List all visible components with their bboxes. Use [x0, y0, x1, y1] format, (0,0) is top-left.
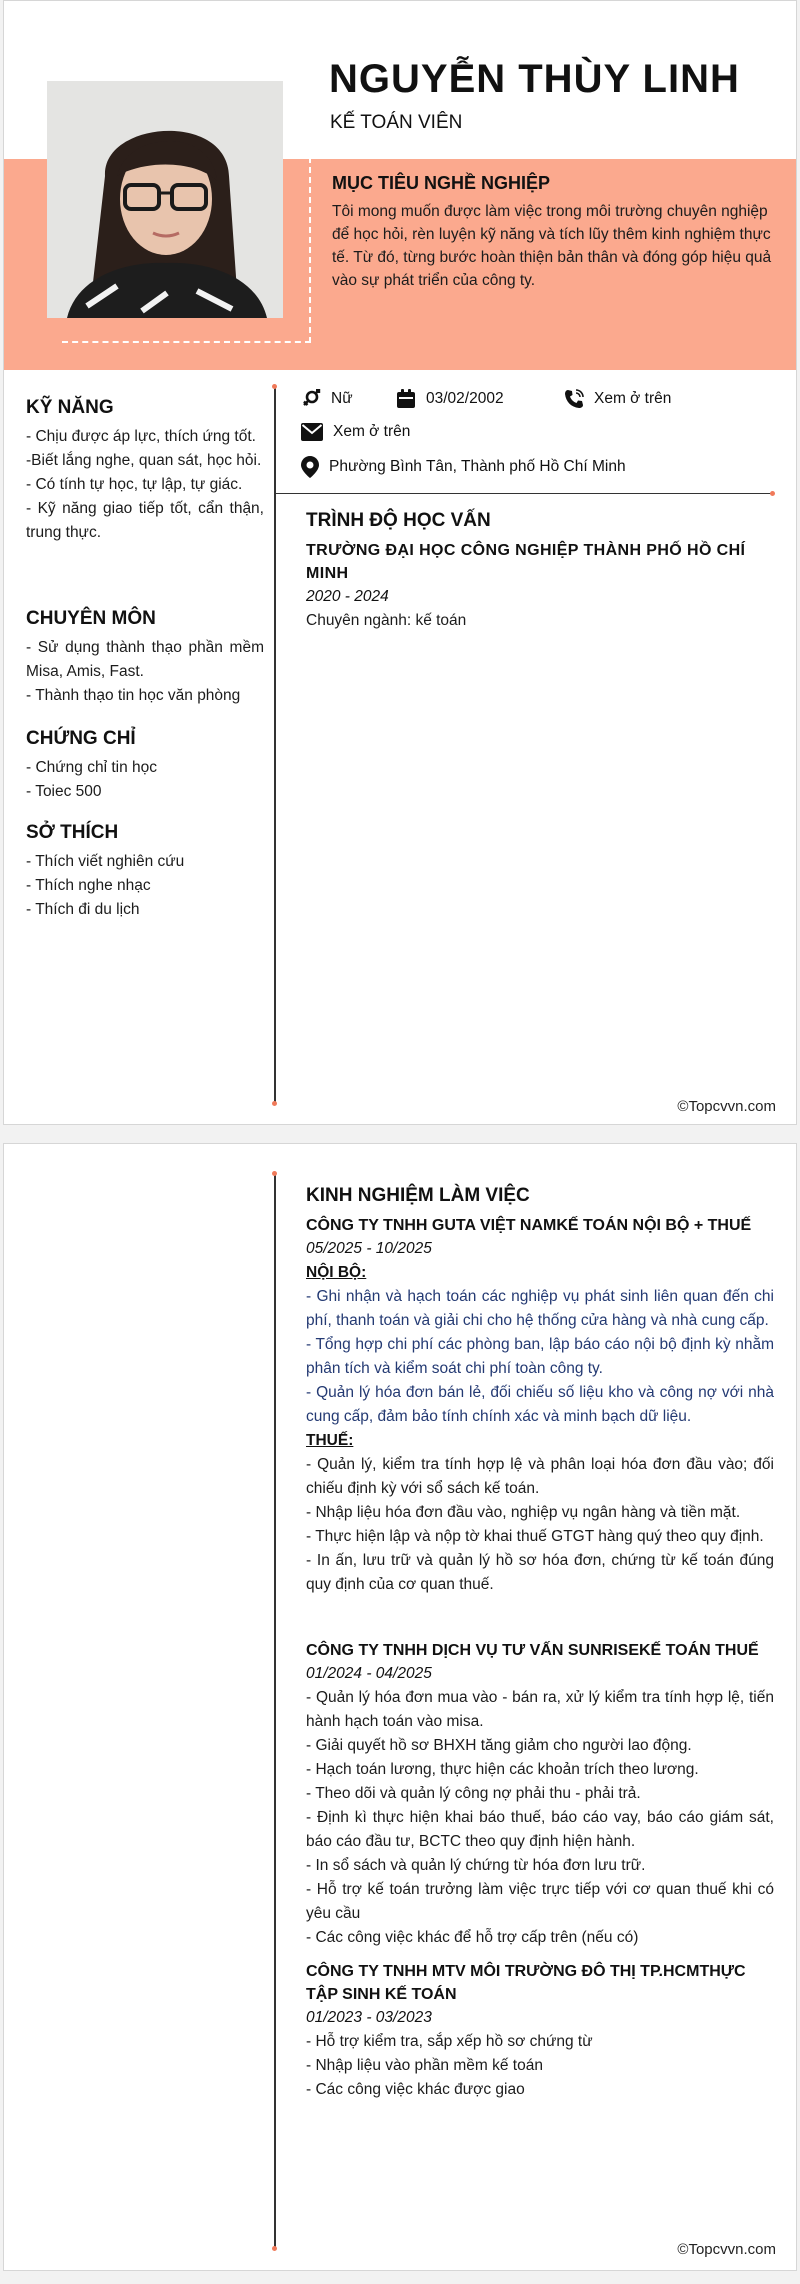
timeline-dot	[272, 1101, 277, 1106]
experience-section	[306, 1185, 774, 2102]
job2-item: - In sổ sách và quản lý chứng từ hóa đơn lưu trữ.	[306, 1857, 646, 1874]
certificates-section	[26, 728, 264, 804]
contact-divider	[275, 493, 773, 494]
cv-page-1	[3, 0, 797, 1125]
job3-org: CÔNG TY TNHH MTV MÔI TRƯỜNG ĐÔ THỊ TP.HCMTHỰC TẬP SINH KẾ TOÁN	[306, 1963, 746, 2003]
dob-value: 03/02/2002	[426, 390, 504, 407]
contact-phone	[564, 389, 671, 409]
skills-section	[26, 397, 264, 545]
job1-subhead-tax: THUẾ:	[306, 1432, 354, 1449]
job2-item: - Định kì thực hiện khai báo thuế, báo cáo vay, báo cáo giám sát, báo cáo đầu tư, BCTC theo quy định hiện hành.	[306, 1809, 774, 1850]
expertise-title: CHUYÊN MÔN	[26, 608, 156, 629]
skills-title: KỸ NĂNG	[26, 397, 114, 418]
candidate-name: NGUYỄN THÙY LINH	[329, 57, 740, 101]
education-section	[306, 510, 774, 633]
contact-gender	[301, 389, 353, 409]
education-title: TRÌNH ĐỘ HỌC VẤN	[306, 510, 491, 531]
divider-dot	[770, 491, 775, 496]
job2-org: CÔNG TY TNHH DỊCH VỤ TƯ VẤN SUNRISEKẾ TOÁN THUẾ	[306, 1642, 759, 1659]
contact-dob	[396, 389, 504, 409]
objective-text: Tôi mong muốn được làm việc trong môi trường chuyên nghiệp để học hỏi, rèn luyện kỹ năng và tích lũy thêm kinh nghiệm thực tế. Từ đó, từng bước hoàn thiện bản thân và đóng góp hiệu quả vào sự phát triển của công ty.	[332, 203, 772, 289]
job1-item: - Tổng hợp chi phí các phòng ban, lập báo cáo nội bộ định kỳ nhằm phân tích và kiểm soát chi phí toàn công ty.	[306, 1336, 774, 1377]
skill-item: -Biết lắng nghe, quan sát, học hỏi.	[26, 452, 262, 469]
gender-value: Nữ	[331, 390, 353, 407]
watermark: ©Topcvvn.com	[677, 1098, 776, 1115]
address-value: Phường Bình Tân, Thành phố Hồ Chí Minh	[329, 458, 626, 475]
profile-photo	[47, 81, 283, 318]
job1-item: - Ghi nhận và hạch toán các nghiệp vụ phát sinh liên quan đến chi phí, thanh toán và giải chi cho hệ thống cửa hàng và nhà cung cấp.	[306, 1288, 774, 1329]
job1-period: 05/2025 - 10/2025	[306, 1240, 432, 1257]
job2-item: - Hỗ trợ kế toán trưởng làm việc trực tiếp với cơ quan thuế khi có yêu cầu	[306, 1881, 774, 1922]
job3-item: - Nhập liệu vào phần mềm kế toán	[306, 2057, 543, 2074]
location-icon	[301, 456, 319, 478]
job-title: KẾ TOÁN VIÊN	[330, 112, 463, 133]
job1-item: - In ấn, lưu trữ và quản lý hồ sơ hóa đơn, chứng từ kế toán đúng quy định của cơ quan thuế.	[306, 1552, 774, 1593]
certificate-item: - Chứng chỉ tin học	[26, 759, 157, 776]
phone-value[interactable]: Xem ở trên	[594, 390, 672, 407]
skill-item: - Kỹ năng giao tiếp tốt, cẩn thận, trung thực.	[26, 500, 264, 541]
hobby-item: - Thích đi du lịch	[26, 901, 140, 918]
job3-item: - Hỗ trợ kiểm tra, sắp xếp hồ sơ chứng từ	[306, 2033, 593, 2050]
job2-item: - Các công việc khác để hỗ trợ cấp trên (nếu có)	[306, 1929, 639, 1946]
objective-title: MỤC TIÊU NGHỀ NGHIỆP	[332, 173, 551, 193]
job3-period: 01/2023 - 03/2023	[306, 2009, 432, 2026]
job3-item: - Các công việc khác được giao	[306, 2081, 525, 2098]
job2-item: - Hạch toán lương, thực hiện các khoản trích theo lương.	[306, 1761, 699, 1778]
job2-item: - Giải quyết hồ sơ BHXH tăng giảm cho người lao động.	[306, 1737, 692, 1754]
calendar-icon	[396, 389, 416, 409]
contact-address	[301, 456, 626, 478]
education-major: Chuyên ngành: kế toán	[306, 612, 467, 629]
cv-page-2	[3, 1143, 797, 2271]
job2-item: - Theo dõi và quản lý công nợ phải thu - phải trả.	[306, 1785, 641, 1802]
skill-item: - Có tính tự học, tự lập, tự giác.	[26, 476, 243, 493]
certificate-item: - Toiec 500	[26, 783, 102, 800]
job1-org: CÔNG TY TNHH GUTA VIỆT NAMKẾ TOÁN NỘI BỘ + THUẾ	[306, 1217, 752, 1234]
education-period: 2020 - 2024	[306, 588, 389, 605]
timeline-line	[274, 387, 276, 1105]
job1-item: - Quản lý, kiểm tra tính hợp lệ và phân loại hóa đơn đầu vào; đối chiếu định kỳ với sổ sách kế toán.	[306, 1456, 774, 1497]
job1-item: - Nhập liệu hóa đơn đầu vào, nghiệp vụ ngân hàng và tiền mặt.	[306, 1504, 741, 1521]
timeline-dot	[272, 2246, 277, 2251]
skill-item: - Chịu được áp lực, thích ứng tốt.	[26, 428, 256, 445]
phone-icon	[564, 389, 584, 409]
job1-item: - Thực hiện lập và nộp tờ khai thuế GTGT hàng quý theo quy định.	[306, 1528, 764, 1545]
expertise-item: - Sử dụng thành thạo phần mềm Misa, Amis, Fast.	[26, 639, 264, 680]
job1-item: - Quản lý hóa đơn bán lẻ, đối chiếu số liệu kho và công nợ với nhà cung cấp, đảm bảo tính chính xác và minh bạch dữ liệu.	[306, 1384, 774, 1425]
job1-subhead-internal: NỘI BỘ:	[306, 1264, 367, 1281]
hobby-item: - Thích nghe nhạc	[26, 877, 151, 894]
expertise-item: - Thành thạo tin học văn phòng	[26, 687, 241, 704]
timeline-dot	[272, 384, 277, 389]
job2-period: 01/2024 - 04/2025	[306, 1665, 432, 1682]
email-icon	[301, 423, 323, 441]
certificates-title: CHỨNG CHỈ	[26, 728, 136, 749]
hobbies-title: SỞ THÍCH	[26, 822, 119, 843]
school-name: TRƯỜNG ĐẠI HỌC CÔNG NGHIỆP THÀNH PHỐ HỒ CHÍ MINH	[306, 542, 746, 582]
gender-icon	[301, 389, 321, 409]
hobbies-section	[26, 822, 264, 922]
timeline-dot	[272, 1171, 277, 1176]
timeline-line	[274, 1174, 276, 2250]
watermark: ©Topcvvn.com	[677, 2241, 776, 2258]
job2-item: - Quản lý hóa đơn mua vào - bán ra, xử lý kiểm tra tính hợp lệ, tiến hành hạch toán vào misa.	[306, 1689, 774, 1730]
email-value[interactable]: Xem ở trên	[333, 423, 411, 440]
contact-email	[301, 423, 410, 441]
hobby-item: - Thích viết nghiên cứu	[26, 853, 185, 870]
expertise-section	[26, 608, 264, 708]
experience-title: KINH NGHIỆM LÀM VIỆC	[306, 1185, 530, 1206]
